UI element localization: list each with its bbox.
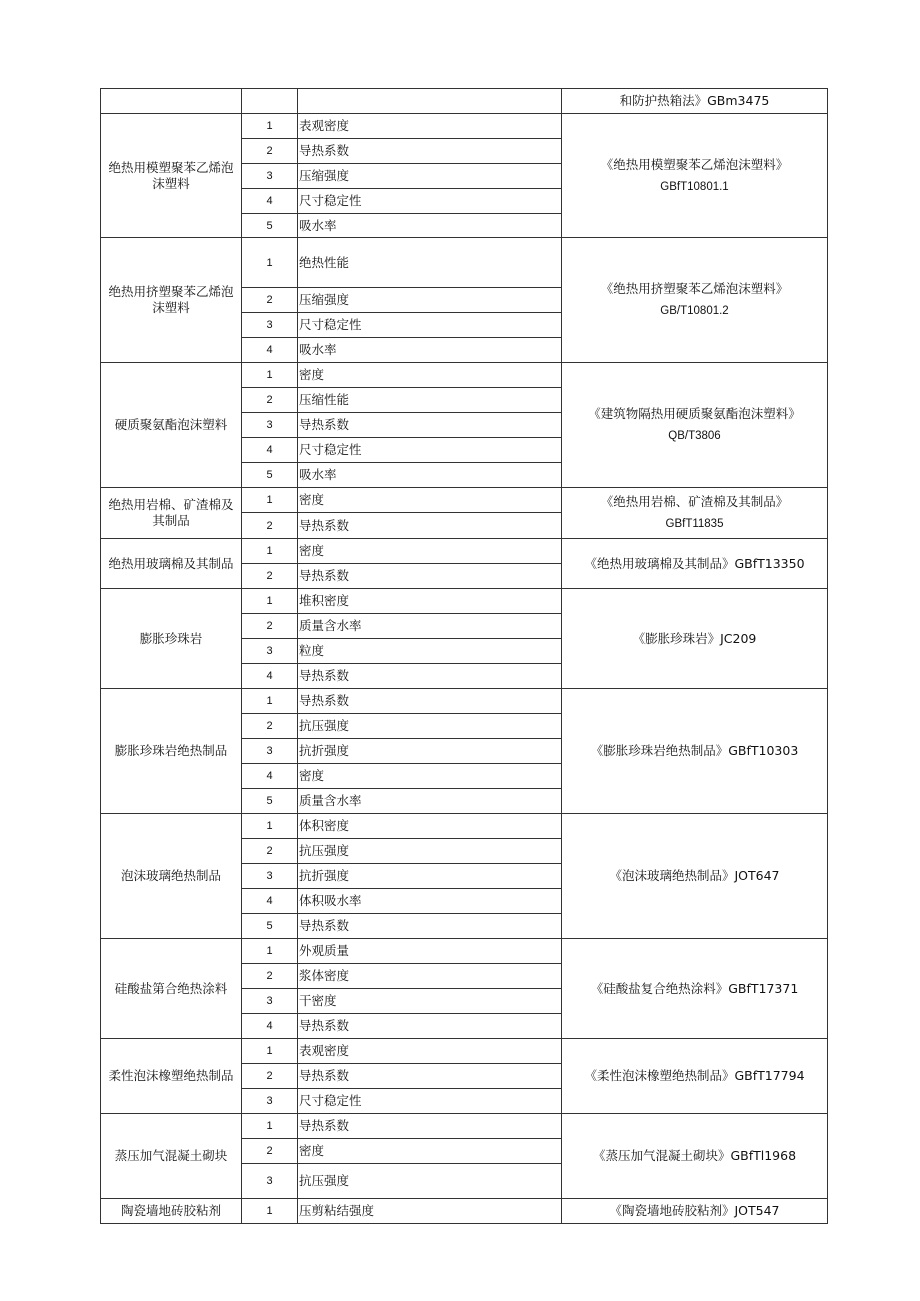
test-item-name: 质量含水率: [298, 789, 562, 814]
standard-title: 《绝热用岩棉、矿渣棉及其制品》: [600, 494, 789, 509]
test-item-name: 导热系数: [298, 664, 562, 689]
test-item-name: 导热系数: [298, 513, 562, 539]
standard-reference: [562, 589, 828, 689]
standard-reference: [562, 539, 828, 589]
test-item-name: 导热系数: [298, 139, 562, 164]
standard-reference: [562, 1199, 828, 1224]
test-item-name: 密度: [298, 764, 562, 789]
item-number: 3: [242, 413, 298, 438]
test-item-name: 导热系数: [298, 564, 562, 589]
standard-code: GB/T10801.2: [660, 305, 729, 317]
test-item-name: 吸水率: [298, 338, 562, 363]
test-item-name: 压剪粘结强度: [298, 1199, 562, 1224]
test-item-name: 导热系数: [298, 914, 562, 939]
standard-title: 《绝热用玻璃棉及其制品》GBfT13350: [584, 555, 805, 571]
test-item-name: 压缩性能: [298, 388, 562, 413]
item-number: 1: [242, 363, 298, 388]
test-item-name: 密度: [298, 363, 562, 388]
test-item-name: 绝热性能: [298, 238, 562, 288]
item-number: 2: [242, 139, 298, 164]
item-number: 3: [242, 313, 298, 338]
standard-reference: [562, 939, 828, 1039]
table-row: [101, 114, 828, 139]
test-item-name: 抗折强度: [298, 864, 562, 889]
item-number: 3: [242, 989, 298, 1014]
test-item-name: 吸水率: [298, 214, 562, 238]
standard-reference: [562, 1114, 828, 1199]
table-row: [101, 1199, 828, 1224]
test-item-name: 压缩强度: [298, 164, 562, 189]
test-item-name: 压缩强度: [298, 288, 562, 313]
standards-table-body: [101, 89, 828, 1224]
standard-reference: [562, 814, 828, 939]
material-name: 膨胀珍珠岩绝热制品: [101, 689, 242, 814]
test-item-name: 堆积密度: [298, 589, 562, 614]
header-continuation-row: [101, 89, 828, 114]
standard-title: 《泡沫玻璃绝热制品》JOT647: [609, 868, 780, 883]
item-number: 2: [242, 614, 298, 639]
table-row: [101, 539, 828, 564]
material-name: 绝热用模塑聚苯乙烯泡沫塑料: [101, 114, 242, 238]
test-item-name: 尺寸稳定性: [298, 438, 562, 463]
table-row: [101, 238, 828, 288]
item-number: 4: [242, 764, 298, 789]
test-item-name: 抗折强度: [298, 739, 562, 764]
item-number: 2: [242, 388, 298, 413]
test-item-name: 密度: [298, 1139, 562, 1164]
item-number: 5: [242, 914, 298, 939]
table-row: [101, 363, 828, 388]
standard-cell: 和防护热箱法》GBm3475: [562, 89, 828, 114]
standard-title: 《绝热用挤塑聚苯乙烯泡沫塑料》: [600, 281, 789, 296]
standards-table: [100, 88, 828, 1224]
item-number: 2: [242, 513, 298, 539]
standard-reference: [562, 689, 828, 814]
standard-code: GBfT10801.1: [660, 180, 729, 193]
test-item-name: 干密度: [298, 989, 562, 1014]
material-name: 硅酸盐第合绝热涂料: [101, 939, 242, 1039]
table-row: [101, 939, 828, 964]
standard-reference: [562, 238, 828, 363]
item-number: 4: [242, 1014, 298, 1039]
standard-title: 《建筑物隔热用硬质聚氨酯泡沫塑料》: [588, 406, 801, 421]
item-number: 1: [242, 1039, 298, 1064]
material-name: 柔性泡沫橡塑绝热制品: [101, 1039, 242, 1114]
standard-title: 《蒸压加气混凝土砌块》GBfTl1968: [592, 1148, 797, 1163]
item-number: 3: [242, 864, 298, 889]
test-item-name: 尺寸稳定性: [298, 313, 562, 338]
item-number: 2: [242, 1064, 298, 1089]
test-item-name: 粒度: [298, 639, 562, 664]
item-number: 2: [242, 288, 298, 313]
material-name: 绝热用挤塑聚苯乙烯泡沫塑料: [101, 238, 242, 363]
test-item-name: 导热系数: [298, 1064, 562, 1089]
item-number: 3: [242, 164, 298, 189]
test-item-name: 质量含水率: [298, 614, 562, 639]
test-item-name: 密度: [298, 488, 562, 513]
material-name: 绝热用玻璃棉及其制品: [101, 539, 242, 589]
item-number: 4: [242, 664, 298, 689]
item-number: 3: [242, 1164, 298, 1199]
test-item-name: 抗压强度: [298, 839, 562, 864]
test-item-name: 导热系数: [298, 1014, 562, 1039]
material-name: 膨胀珍珠岩: [101, 589, 242, 689]
test-item-name: 抗压强度: [298, 1164, 562, 1199]
item-number: 3: [242, 739, 298, 764]
item-number: 4: [242, 889, 298, 914]
standard-title: 《陶瓷墙地砖胶粘剂》JOT547: [609, 1203, 780, 1218]
test-item-name: 外观质量: [298, 939, 562, 964]
item-number: 4: [242, 438, 298, 463]
material-name: 硬质聚氨酯泡沫塑料: [101, 363, 242, 488]
item-number: 5: [242, 214, 298, 238]
standard-code: GBfT11835: [665, 518, 724, 530]
table-row: [101, 814, 828, 839]
test-item-name: 浆体密度: [298, 964, 562, 989]
test-item-name: 表观密度: [298, 1039, 562, 1064]
item-number: 2: [242, 964, 298, 989]
material-cell: [101, 89, 242, 114]
test-item-name: 尺寸稳定性: [298, 189, 562, 214]
standard-reference: [562, 488, 828, 539]
item-number: 1: [242, 488, 298, 513]
material-name: 泡沫玻璃绝热制品: [101, 814, 242, 939]
item-number: 5: [242, 789, 298, 814]
test-item-name: 体积吸水率: [298, 889, 562, 914]
standards-table-container: [100, 88, 827, 1224]
material-name: 蒸压加气混凝土砌块: [101, 1114, 242, 1199]
table-row: [101, 1114, 828, 1139]
item-number: 3: [242, 1089, 298, 1114]
test-item-name: 导热系数: [298, 413, 562, 438]
test-item-name: 密度: [298, 539, 562, 564]
table-row: [101, 689, 828, 714]
standard-title: 《绝热用模塑聚苯乙烯泡沫塑料》: [600, 156, 789, 172]
item-number: 1: [242, 114, 298, 139]
test-item-name: 导热系数: [298, 1114, 562, 1139]
item-number: 1: [242, 1199, 298, 1224]
test-item-name: 体积密度: [298, 814, 562, 839]
item-number: 2: [242, 714, 298, 739]
standard-reference: [562, 114, 828, 238]
item-number: 4: [242, 189, 298, 214]
standard-code: QB/T3806: [668, 430, 721, 442]
standard-reference: [562, 363, 828, 488]
standard-title: 《膨胀珍珠岩》JC209: [632, 630, 757, 646]
table-row: [101, 488, 828, 513]
test-item-name: 导热系数: [298, 689, 562, 714]
standard-title: 《膨胀珍珠岩绝热制品》GBfT10303: [590, 743, 799, 758]
standard-reference: [562, 1039, 828, 1114]
item-number: 2: [242, 564, 298, 589]
item-number: 1: [242, 539, 298, 564]
test-item-name: 吸水率: [298, 463, 562, 488]
test-item-name: 表观密度: [298, 114, 562, 139]
item-cell: [298, 89, 562, 114]
item-number: 5: [242, 463, 298, 488]
item-number: 1: [242, 238, 298, 288]
standard-title: 《硅酸盐复合绝热涂料》GBfT17371: [590, 980, 799, 996]
material-name: 陶瓷墙地砖胶粘剂: [101, 1199, 242, 1224]
test-item-name: 尺寸稳定性: [298, 1089, 562, 1114]
number-cell: [242, 89, 298, 114]
test-item-name: 抗压强度: [298, 714, 562, 739]
item-number: 1: [242, 689, 298, 714]
standard-title: 《柔性泡沫橡塑绝热制品》GBfT17794: [584, 1068, 805, 1083]
item-number: 3: [242, 639, 298, 664]
table-row: [101, 1039, 828, 1064]
item-number: 2: [242, 839, 298, 864]
material-name: 绝热用岩棉、矿渣棉及其制品: [101, 488, 242, 539]
item-number: 4: [242, 338, 298, 363]
table-row: [101, 589, 828, 614]
item-number: 1: [242, 939, 298, 964]
item-number: 2: [242, 1139, 298, 1164]
item-number: 1: [242, 1114, 298, 1139]
item-number: 1: [242, 814, 298, 839]
item-number: 1: [242, 589, 298, 614]
